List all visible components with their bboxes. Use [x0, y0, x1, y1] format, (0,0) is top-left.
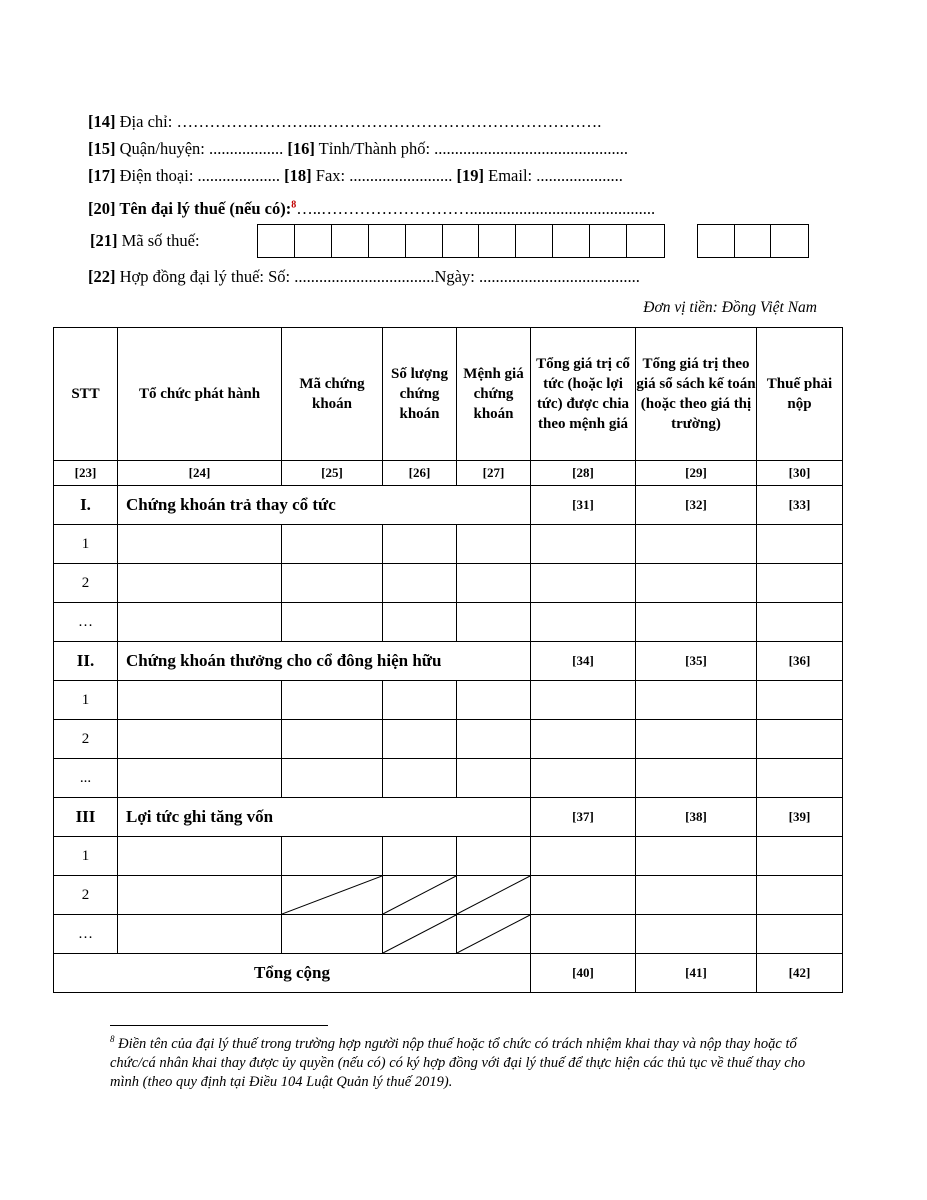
section-code: [33]: [757, 486, 843, 525]
tax-id-digit[interactable]: [735, 225, 772, 257]
table-cell[interactable]: [636, 876, 757, 915]
tax-id-digit[interactable]: [479, 225, 516, 257]
table-cell[interactable]: [757, 720, 843, 759]
table-row: [54, 603, 843, 642]
section-number: I.: [54, 486, 118, 525]
row-index: 2: [54, 876, 118, 915]
table-cell[interactable]: [383, 837, 457, 876]
tax-id-digit[interactable]: [516, 225, 553, 257]
section-code: [36]: [757, 642, 843, 681]
total-code: [42]: [757, 954, 843, 993]
footnote-number: 8: [110, 1034, 115, 1044]
table-row: [54, 759, 843, 798]
row-index: …: [54, 603, 118, 642]
table-cell[interactable]: [118, 876, 282, 915]
crossed-cell: [383, 876, 457, 915]
table-cell[interactable]: [636, 837, 757, 876]
table-cell[interactable]: [118, 837, 282, 876]
table-row: [54, 564, 843, 603]
table-cell[interactable]: [118, 564, 282, 603]
field-code-22: [22]: [88, 267, 116, 286]
table-cell[interactable]: [383, 759, 457, 798]
table-cell[interactable]: [118, 603, 282, 642]
tax-id-digit[interactable]: [258, 225, 295, 257]
crossed-cell: [383, 915, 457, 954]
table-cell[interactable]: [531, 564, 636, 603]
table-cell[interactable]: [457, 837, 531, 876]
contract-label: Hợp đồng đại lý thuế: Số: ..................................Ngày: .......................................: [115, 267, 640, 286]
field-code-17: [17]: [88, 166, 116, 185]
tax-id-box-branch[interactable]: [697, 224, 809, 258]
col-code: [28]: [531, 461, 636, 486]
table-cell[interactable]: [118, 525, 282, 564]
row-index: 1: [54, 681, 118, 720]
total-code: [41]: [636, 954, 757, 993]
table-cell[interactable]: [457, 564, 531, 603]
section-code: [38]: [636, 798, 757, 837]
table-cell[interactable]: [282, 603, 383, 642]
table-cell[interactable]: [636, 603, 757, 642]
contact-line: [88, 166, 623, 186]
table-cell[interactable]: [118, 681, 282, 720]
col-header-par-value: Mệnh giá chứng khoán: [457, 328, 531, 461]
table-cell[interactable]: [636, 525, 757, 564]
field-code-19: [19]: [456, 166, 484, 185]
tax-id-line: [90, 231, 200, 251]
footnote-ref: 8: [291, 199, 297, 211]
table-cell[interactable]: [636, 720, 757, 759]
currency-unit: Đơn vị tiền: Đồng Việt Nam: [643, 299, 817, 316]
address-dots: ……………………..…………………………………………….: [176, 112, 602, 131]
table-cell[interactable]: [636, 915, 757, 954]
table-cell[interactable]: [636, 564, 757, 603]
table-cell[interactable]: [118, 720, 282, 759]
row-index: 1: [54, 525, 118, 564]
tax-agent-name-line: [88, 199, 655, 219]
table-cell[interactable]: [282, 720, 383, 759]
row-index: 1: [54, 837, 118, 876]
tax-id-digit[interactable]: [590, 225, 627, 257]
col-header-dividend-value: Tổng giá trị cổ tức (hoặc lợi tức) được chia theo mệnh giá: [531, 328, 636, 461]
row-index: ...: [54, 759, 118, 798]
table-cell[interactable]: [457, 681, 531, 720]
col-header-book-value: Tổng giá trị theo giá sổ sách kế toán (hoặc theo giá thị trường): [636, 328, 757, 461]
section-number: III: [54, 798, 118, 837]
table-cell[interactable]: [118, 915, 282, 954]
col-header-stt: STT: [54, 328, 118, 461]
table-cell[interactable]: [457, 720, 531, 759]
table-cell[interactable]: [531, 759, 636, 798]
tax-id-digit[interactable]: [332, 225, 369, 257]
col-code: [27]: [457, 461, 531, 486]
table-cell[interactable]: [282, 837, 383, 876]
section-row: [54, 486, 843, 525]
district-label: Quận/huyện: ..................: [115, 139, 288, 158]
section-row: [54, 642, 843, 681]
col-code: [29]: [636, 461, 757, 486]
district-province-line: [88, 139, 628, 159]
tax-agent-name-dots: …..……………………….............................................: [296, 199, 656, 218]
table-cell[interactable]: [282, 681, 383, 720]
province-label: Tỉnh/Thành phố: ...............................................: [314, 139, 629, 158]
table-cell[interactable]: [531, 525, 636, 564]
tax-agent-contract-line: [88, 267, 640, 287]
col-code: [25]: [282, 461, 383, 486]
col-code: [23]: [54, 461, 118, 486]
table-cell[interactable]: [757, 915, 843, 954]
tax-id-digit[interactable]: [369, 225, 406, 257]
row-index: 2: [54, 720, 118, 759]
section-code: [34]: [531, 642, 636, 681]
table-cell[interactable]: [457, 603, 531, 642]
tax-id-box-main[interactable]: [257, 224, 665, 258]
table-cell[interactable]: [531, 720, 636, 759]
table-cell[interactable]: [757, 564, 843, 603]
field-code-15: [15]: [88, 139, 116, 158]
address-line: [88, 112, 601, 132]
col-header-code: Mã chứng khoán: [282, 328, 383, 461]
field-code-21: [21]: [90, 231, 118, 250]
section-code: [37]: [531, 798, 636, 837]
diagonal-strike: [383, 876, 456, 914]
tax-id-digit[interactable]: [406, 225, 443, 257]
total-code: [40]: [531, 954, 636, 993]
table-cell[interactable]: [383, 681, 457, 720]
row-index: 2: [54, 564, 118, 603]
total-label: Tổng cộng: [54, 954, 531, 993]
footnote-text: Điền tên của đại lý thuế trong trường hợp người nộp thuế hoặc tổ chức có trách nhiệm khai thay và nộp thay hoặc tổ chức/cá nhân khai thay được ủy quyền (nếu có) có ký hợp đồng với đại lý thuế để thực hiện các thủ tục về thuế thay cho mình (theo quy định tại Điều 104 Luật Quản lý thuế 2019).: [110, 1035, 806, 1090]
col-header-quantity: Số lượng chứng khoán: [383, 328, 457, 461]
table-cell[interactable]: [636, 681, 757, 720]
tax-id-digit[interactable]: [698, 225, 735, 257]
tax-id-digit[interactable]: [295, 225, 332, 257]
section-code: [35]: [636, 642, 757, 681]
table-row: [54, 525, 843, 564]
section-code: [39]: [757, 798, 843, 837]
col-code: [24]: [118, 461, 282, 486]
section-row: [54, 798, 843, 837]
diagonal-strike: [457, 876, 530, 914]
table-cell[interactable]: [383, 564, 457, 603]
section-number: II.: [54, 642, 118, 681]
diagonal-strike: [282, 876, 382, 914]
tax-id-digit[interactable]: [443, 225, 480, 257]
footnote: [110, 1030, 826, 1092]
tax-id-digit[interactable]: [771, 225, 808, 257]
diagonal-strike: [457, 915, 530, 953]
table-cell[interactable]: [282, 759, 383, 798]
col-code: [30]: [757, 461, 843, 486]
diagonal-strike: [383, 915, 456, 953]
field-code-16: [16]: [287, 139, 315, 158]
table-cell[interactable]: [757, 525, 843, 564]
col-code: [26]: [383, 461, 457, 486]
section-code: [31]: [531, 486, 636, 525]
table-row: [54, 681, 843, 720]
table-cell[interactable]: [282, 915, 383, 954]
total-row: [54, 954, 843, 993]
col-header-tax-payable: Thuế phải nộp: [757, 328, 843, 461]
phone-label: Điện thoại: ....................: [115, 166, 285, 185]
section-title: Lợi tức ghi tăng vốn: [118, 798, 531, 837]
table-cell[interactable]: [531, 915, 636, 954]
securities-table: [53, 327, 843, 993]
table-cell[interactable]: [118, 759, 282, 798]
table-cell[interactable]: [757, 681, 843, 720]
table-cell[interactable]: [383, 525, 457, 564]
table-cell[interactable]: [383, 720, 457, 759]
email-label: Email: .....................: [484, 166, 623, 185]
header-row: [54, 328, 843, 461]
section-title: Chứng khoán trả thay cổ tức: [118, 486, 531, 525]
fax-label: Fax: .........................: [311, 166, 457, 185]
crossed-cell: [282, 876, 383, 915]
field-code-18: [18]: [284, 166, 312, 185]
table-cell[interactable]: [282, 564, 383, 603]
table-row: [54, 720, 843, 759]
table-cell[interactable]: [531, 876, 636, 915]
footnote-divider: [110, 1025, 328, 1026]
table-cell[interactable]: [757, 876, 843, 915]
table-cell[interactable]: [457, 525, 531, 564]
table-cell[interactable]: [383, 603, 457, 642]
table-cell[interactable]: [757, 603, 843, 642]
table-cell[interactable]: [282, 525, 383, 564]
table-cell[interactable]: [531, 837, 636, 876]
table-cell[interactable]: [531, 681, 636, 720]
crossed-cell: [457, 876, 531, 915]
row-index: …: [54, 915, 118, 954]
section-code: [32]: [636, 486, 757, 525]
crossed-cell: [457, 915, 531, 954]
table-row: [54, 876, 843, 915]
address-label: Địa chỉ:: [115, 112, 177, 131]
table-row: [54, 837, 843, 876]
tax-agent-name-label: [20] Tên đại lý thuế (nếu có):: [88, 199, 292, 218]
table-cell[interactable]: [757, 759, 843, 798]
table-cell[interactable]: [757, 837, 843, 876]
section-title: Chứng khoán thưởng cho cổ đông hiện hữu: [118, 642, 531, 681]
col-header-issuer: Tổ chức phát hành: [118, 328, 282, 461]
tax-id-label: Mã số thuế:: [117, 231, 200, 250]
code-row: [54, 461, 843, 486]
table-cell[interactable]: [636, 759, 757, 798]
table-cell[interactable]: [457, 759, 531, 798]
tax-id-digit[interactable]: [627, 225, 664, 257]
tax-id-digit[interactable]: [553, 225, 590, 257]
field-code-14: [14]: [88, 112, 116, 131]
table-row: [54, 915, 843, 954]
table-cell[interactable]: [531, 603, 636, 642]
